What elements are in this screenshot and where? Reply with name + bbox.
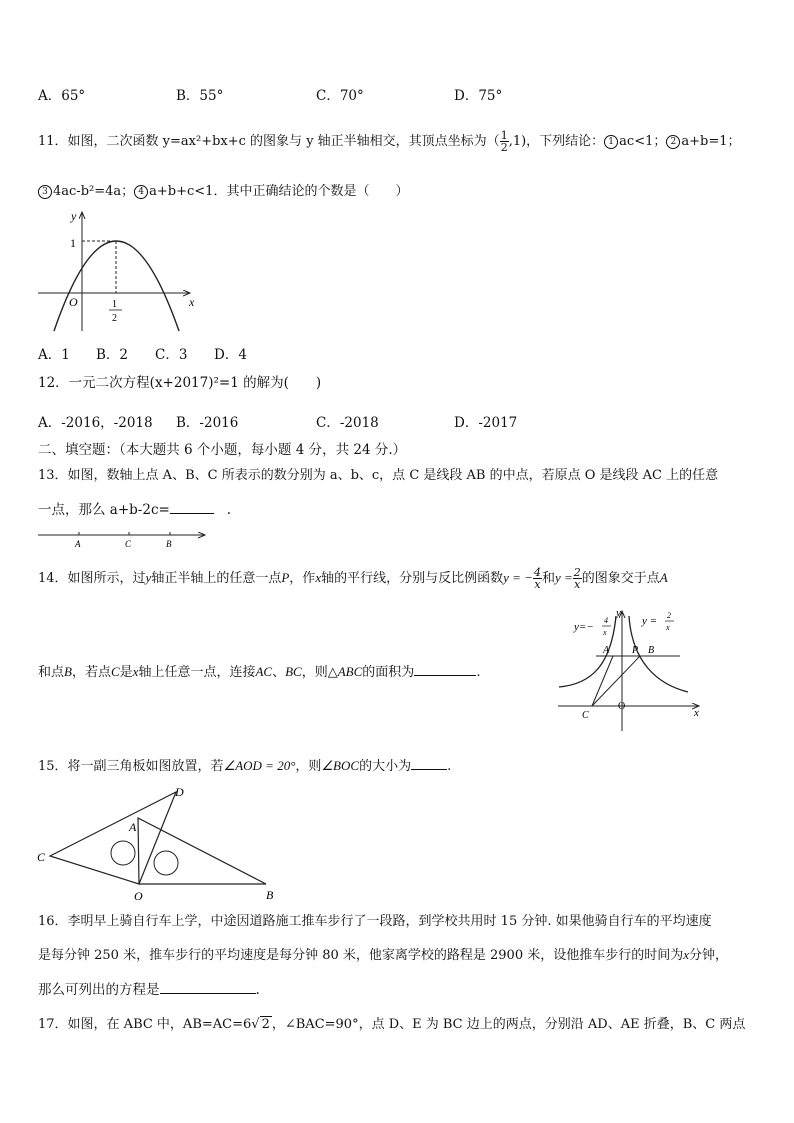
label-left-num: 4 [604, 616, 608, 625]
option-value: 4 [238, 347, 247, 363]
option-value: -2017 [478, 415, 518, 431]
function-1-fraction [533, 567, 542, 590]
q14-text: 轴上任意一点，连接 [138, 665, 256, 680]
option-label: D． [454, 88, 479, 104]
q11-line1 [38, 130, 741, 153]
tick-half-num: 1 [112, 299, 117, 310]
option-value: 65° [61, 88, 86, 104]
option-value: 55° [199, 88, 224, 104]
period: . [255, 982, 260, 998]
sqrt-radicand: 2 [261, 1017, 270, 1032]
option-value: 1 [61, 347, 70, 363]
q13-text: 一点，那么 a+b-2c= [38, 502, 170, 518]
answer-blank [414, 661, 476, 676]
x-axis-label: x [189, 295, 195, 309]
label-left-den: x [603, 628, 607, 637]
q10-option-a [38, 84, 85, 104]
point-c: C [110, 664, 120, 679]
point-a-label: A [129, 820, 137, 834]
circled-number: 2 [666, 135, 680, 149]
conclusion-4: a+b+c<1．其中正确结论的个数是（ ） [149, 184, 409, 199]
point-a-label: A [75, 539, 81, 549]
q13-line1: 13．如图，数轴上点 A、B、C 所表示的数分别为 a、b、c，点 C 是线段 AB 的中点，若原点 O 是线段 AC 上的任意 [38, 468, 719, 483]
q14-text: 轴正半轴上的任意一点 [151, 571, 282, 586]
triangle-abc: ABC [337, 664, 363, 679]
point-c-label: C [37, 850, 46, 864]
option-value: -2016，-2018 [61, 415, 153, 431]
section-2-title: 二、填空题：（本大题共 6 个小题，每小题 4 分，共 24 分.） [38, 442, 407, 458]
option-label: B． [176, 415, 200, 431]
option-label: C． [316, 88, 340, 104]
point-o-label: O [134, 889, 143, 903]
q10-option-c [316, 84, 364, 104]
answer-blank [170, 499, 214, 514]
function-2: y = [554, 570, 573, 585]
point-b-label: B [266, 888, 274, 902]
conclusion-1: ac<1； [619, 134, 667, 149]
q15-text: 15．将一副三角板如图放置，若 [38, 759, 224, 774]
point-b-label: B [166, 539, 172, 549]
paren: （ [486, 134, 500, 149]
frac-num: 4 [533, 566, 541, 579]
circled-number: 4 [134, 185, 148, 199]
function-1: y = − [503, 570, 533, 585]
point-c-label: C [125, 539, 132, 549]
option-label: C． [155, 347, 179, 363]
q12-stem: 12．一元二次方程(x+2017)²=1 的解为( ) [38, 375, 322, 391]
label-left-function: y=− [574, 621, 594, 633]
option-label: D． [454, 415, 479, 431]
q13-number-line [36, 528, 211, 550]
board-hole-circle [111, 841, 135, 865]
board-hole-circle [154, 851, 178, 875]
option-label: B． [96, 347, 120, 363]
conclusion-3: 4ac-b²=4a； [53, 184, 135, 199]
triangle-aob [138, 818, 266, 884]
label-right-num: 2 [667, 611, 671, 620]
circled-number: 1 [604, 135, 618, 149]
conclusion-2: a+b=1； [681, 134, 741, 149]
q16-text: 是每分钟 250 米，推车步行的平均速度是每分钟 80 米，他家离学校的路程是 2900 米，设他推车步行的时间为 [38, 948, 684, 963]
period: . [447, 759, 452, 774]
period: . [226, 502, 231, 518]
option-label: A． [38, 415, 62, 431]
angle-aod: ∠AOD = 20° [223, 758, 296, 773]
answer-blank [160, 979, 256, 994]
segment-bc [592, 656, 640, 706]
q17-line1 [38, 1016, 745, 1034]
triangle-cdo [50, 792, 176, 884]
period: . [476, 665, 481, 680]
q15-text: 的大小为 [359, 759, 412, 774]
answer-blank [411, 755, 447, 770]
q14-text: 的图象交于点 [581, 571, 660, 586]
segment-bc: BC [285, 664, 302, 679]
q11-option-a [38, 343, 70, 363]
frac-num: 1 [500, 129, 508, 142]
separator: 、 [272, 665, 286, 680]
sqrt-symbol: √ 2 [251, 1017, 270, 1032]
circled-number: 3 [38, 185, 52, 199]
q14-text: 轴的平行线，分别与反比例函数 [321, 571, 504, 586]
angle-boc: ∠BOC [321, 758, 360, 773]
q15-text: ，则 [295, 759, 322, 774]
y-axis-label: y [71, 209, 77, 223]
x-axis-label: x [694, 707, 699, 719]
q16-text: 那么可列出的方程是 [38, 982, 160, 998]
q12-option-b [176, 411, 238, 431]
q14-text: ，若点 [71, 665, 111, 680]
option-value: 75° [478, 88, 503, 104]
option-value: 3 [178, 347, 188, 363]
label-right-function: y = [642, 615, 658, 627]
q14-text: 和 [541, 571, 555, 586]
q14-text: ，则△ [301, 665, 338, 680]
q14-line2 [38, 661, 480, 682]
tick-half-den: 2 [112, 313, 117, 324]
q11-parabola-graph [34, 205, 204, 335]
option-value: 70° [339, 88, 364, 104]
tick-label-1: 1 [70, 236, 76, 250]
q15-stem [38, 755, 451, 776]
point-d-label: D [175, 785, 184, 799]
q10-option-b [176, 84, 223, 104]
q16-line3 [38, 979, 260, 999]
q15-triangle-boards-figure [34, 780, 284, 905]
var-p: P [281, 570, 290, 585]
frac-den: x [534, 578, 541, 591]
origin-label: O [69, 295, 78, 309]
option-label: C． [316, 415, 340, 431]
option-label: A． [38, 88, 62, 104]
point-a-label: A [603, 645, 610, 656]
option-label: A． [38, 347, 62, 363]
q11-option-c [155, 343, 187, 363]
point-b: B [64, 664, 72, 679]
vertex-fraction [500, 130, 509, 153]
var-x: x [132, 664, 139, 679]
q14-text: 14．如图所示，过 [38, 571, 146, 586]
q14-text: 和点 [38, 665, 65, 680]
q11-option-b [96, 343, 128, 363]
option-value: 2 [119, 347, 129, 363]
q14-text: ，作 [289, 571, 316, 586]
option-label: B． [176, 88, 200, 104]
frac-den: x [574, 578, 581, 591]
option-value: -2016 [199, 415, 239, 431]
q11-line2 [38, 183, 408, 201]
q12-option-c [316, 411, 379, 431]
point-p-label: P [632, 645, 639, 656]
function-2-fraction [573, 567, 582, 590]
point-b-label: B [648, 645, 655, 656]
q10-option-d [454, 84, 502, 104]
segment-ac: AC [255, 664, 273, 679]
frac-den: 2 [500, 141, 508, 154]
var-x: x [683, 947, 690, 962]
q16-line1: 16．李明早上骑自行车上学，中途因道路施工推车步行了一段路，到学校共用时 15 分钟. 如果他骑自行车的平均速度 [38, 914, 712, 929]
q13-line2 [38, 499, 231, 519]
q17-text: ，∠BAC=90°，点 D、E 为 BC 边上的两点，分别沿 AD、AE 折叠，B、C 两点 [271, 1017, 746, 1032]
label-right-den: x [666, 623, 670, 632]
point-a: A [659, 570, 668, 585]
point-c-label: C [582, 710, 589, 721]
q11-text: ,1)，下列结论： [508, 134, 605, 149]
q14-text: 是 [119, 665, 133, 680]
option-value: -2018 [339, 415, 379, 431]
y-axis-label: y [616, 607, 621, 619]
q12-option-a [38, 411, 153, 431]
q11-text: 11．如图，二次函数 y=ax²+bx+c 的图象与 y 轴正半轴相交，其顶点坐标为 [38, 134, 487, 149]
frac-num: 2 [573, 566, 581, 579]
q14-hyperbola-graph [556, 606, 706, 734]
q14-line1 [38, 567, 668, 590]
option-label: D． [214, 347, 239, 363]
q11-option-d [214, 343, 247, 363]
q16-line2 [38, 946, 728, 965]
origin-label: O [618, 701, 626, 712]
var-x: x [315, 570, 322, 585]
var-y: y [145, 570, 152, 585]
q14-text: 的面积为 [362, 665, 415, 680]
q12-option-d [454, 411, 517, 431]
q17-text: 17．如图，在 ABC 中，AB=AC=6 [38, 1017, 252, 1032]
q16-text: 分钟， [689, 948, 729, 963]
